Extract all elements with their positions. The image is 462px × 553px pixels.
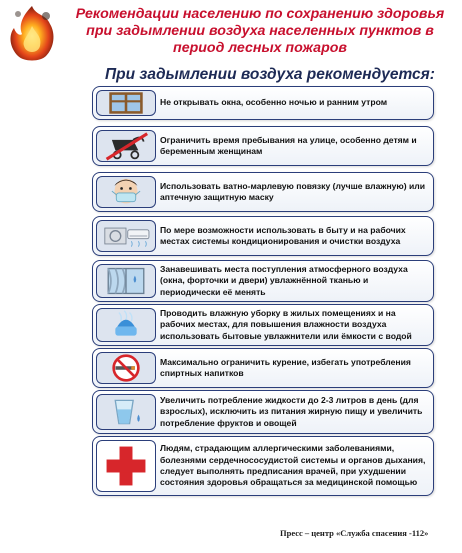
recommendation-item bbox=[92, 304, 434, 346]
recommendation-item bbox=[92, 260, 434, 302]
page-title: Рекомендации населению по сохранению здоровья при задымлении воздуха населенных пунктов в период лесных пожаров bbox=[75, 6, 445, 56]
recommendation-item bbox=[92, 436, 434, 496]
red-cross-icon bbox=[96, 440, 156, 492]
recommendation-text: Занавешивать места поступления атмосферного воздуха (окна, форточки и двери) увлажнённой тканью и периодически её менять bbox=[160, 264, 408, 297]
no-smoking-icon bbox=[96, 352, 156, 384]
recommendation-item bbox=[92, 86, 434, 120]
recommendation-item bbox=[92, 390, 434, 434]
face-mask-icon bbox=[96, 176, 156, 208]
recommendation-item bbox=[92, 126, 434, 166]
recommendation-text: Не открывать окна, особенно ночью и ранним утром bbox=[160, 97, 388, 108]
footer-credit: Пресс – центр «Служба спасения -112» bbox=[280, 528, 429, 538]
recommendation-text: Увеличить потребление жидкости до 2-3 литров в день (для взрослых), исключить из питания жирную пищу и увеличить потребление фруктов и овощей bbox=[160, 395, 423, 428]
recommendation-text: Максимально ограничить курение, избегать употребления спиртных напитков bbox=[160, 356, 411, 378]
recommendation-text: Людям, страдающим аллергическими заболеваниями, болезнями сердечнососудистой системы и органов дыхания, следует выполнять предписания врачей, при ухудшении состояния здоровья обращаться за медицинской помощью bbox=[160, 443, 426, 488]
fire-icon bbox=[6, 4, 58, 62]
recommendation-text: Использовать ватно-марлевую повязку (лучше влажную) или аптечную защитную маску bbox=[160, 180, 426, 202]
recommendation-item bbox=[92, 216, 434, 256]
section-subtitle: При задымлении воздуха рекомендуется: bbox=[105, 66, 435, 83]
window-icon bbox=[96, 90, 156, 116]
air-conditioner-icon bbox=[96, 220, 156, 252]
wet-curtain-icon bbox=[96, 264, 156, 298]
recommendation-item bbox=[92, 172, 434, 212]
recommendation-text: По мере возможности использовать в быту и на рабочих местах системы кондиционирования и очистки воздуха bbox=[160, 224, 406, 246]
recommendation-item bbox=[92, 348, 434, 388]
no-stroller-icon bbox=[96, 130, 156, 162]
recommendation-text: Ограничить время пребывания на улице, особенно детям и беременным женщинам bbox=[160, 134, 417, 156]
water-glass-icon bbox=[96, 394, 156, 430]
recommendation-text: Проводить влажную уборку в жилых помещениях и на рабочих местах, для повышения влажности воздуха использовать бытовые увлажнители или ёмкости с водой bbox=[160, 308, 412, 341]
humidifier-icon bbox=[96, 308, 156, 342]
